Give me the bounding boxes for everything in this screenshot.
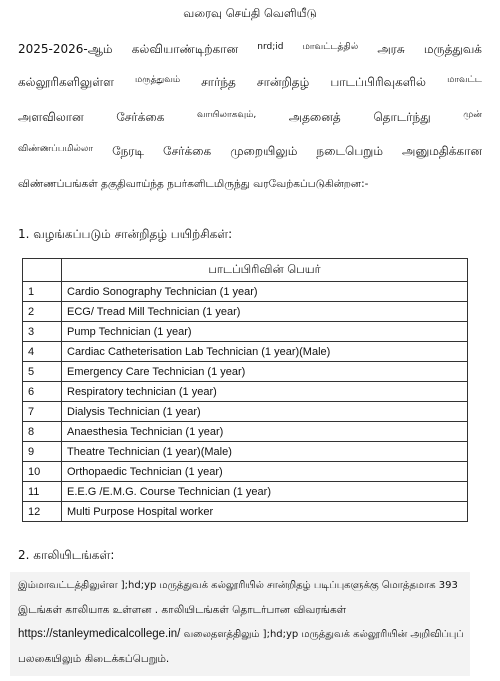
- course-name: Emergency Care Technician (1 year): [62, 362, 468, 382]
- course-name: ECG/ Tread Mill Technician (1 year): [62, 302, 468, 322]
- table-row: [23, 382, 468, 402]
- intro-word: nrd;id: [257, 42, 284, 52]
- course-name: Theatre Technician (1 year)(Male): [62, 442, 468, 462]
- vacancy-line-4: பலகையிலும் கிடைக்கப்பெறும்.: [18, 653, 170, 665]
- course-name: Pump Technician (1 year): [62, 322, 468, 342]
- intro-word: கல்லூரிகளிலுள்ள: [18, 75, 114, 89]
- courses-table: [22, 258, 468, 522]
- course-name: Anaesthesia Technician (1 year): [62, 422, 468, 442]
- table-row: [23, 422, 468, 442]
- intro-word: சேர்க்கை: [116, 110, 165, 124]
- course-number: 3: [23, 322, 62, 342]
- course-name: Multi Purpose Hospital worker: [62, 502, 468, 522]
- intro-word: மருத்துவம்: [134, 75, 181, 85]
- intro-word: முறையிலும்: [230, 144, 298, 158]
- intro-word: வாயிலாகவும்,: [196, 110, 257, 120]
- course-name: Respiratory technician (1 year): [62, 382, 468, 402]
- intro-line-2: [18, 75, 482, 91]
- intro-line-5: விண்ணப்பங்கள் தகுதிவாய்ந்த நபர்களிடமிருந்து வரவேற்கப்படுகின்றன:-: [18, 178, 369, 190]
- intro-word: அதனைத்: [288, 110, 341, 124]
- vacancy-line-1: இம்மாவட்டத்திலுள்ள ];hd;yp மருத்துவக் கல்லூரியில் சான்றிதழ் படிப்புகளுக்கு மொத்தமாக 393: [18, 580, 458, 591]
- intro-word: மாவட்டத்தில்: [302, 42, 359, 52]
- table-row: [23, 462, 468, 482]
- table-row: [23, 362, 468, 382]
- table-row: [23, 322, 468, 342]
- course-name: Orthopaedic Technician (1 year): [62, 462, 468, 482]
- course-number: 11: [23, 482, 62, 502]
- table-row: [23, 502, 468, 522]
- intro-word: கல்வியாண்டிற்கான: [131, 42, 239, 56]
- section-1-heading: 1. வழங்கப்படும் சான்றிதழ் பயிற்சிகள்:: [18, 227, 233, 241]
- intro-word: முன்: [463, 110, 482, 120]
- course-name: Cardio Sonography Technician (1 year): [62, 282, 468, 302]
- intro-line-1: [18, 42, 482, 58]
- intro-word: விண்ணப்பமில்லா: [18, 144, 94, 154]
- intro-word: நேரடி: [112, 144, 145, 158]
- intro-word: பாடப்பிரிவுகளில்: [330, 75, 426, 89]
- course-number: 12: [23, 502, 62, 522]
- course-name: Cardiac Catheterisation Lab Technician (1 year)(Male): [62, 342, 468, 362]
- course-number: 9: [23, 442, 62, 462]
- course-number: 2: [23, 302, 62, 322]
- course-number: 5: [23, 362, 62, 382]
- table-row: [23, 402, 468, 422]
- table-row: [23, 482, 468, 502]
- course-number: 4: [23, 342, 62, 362]
- intro-word: சேர்க்கை: [163, 144, 212, 158]
- document-title: வரைவு செய்தி வெளியீடு: [183, 6, 317, 20]
- intro-word: சான்றிதழ்: [256, 75, 310, 89]
- vacancy-line-3-text: வலைதளத்திலும் ];hd;yp மருத்துவக் கல்லூரியின் அறிவிப்புப்: [183, 629, 464, 640]
- table-header-number: [23, 259, 62, 282]
- course-number: 7: [23, 402, 62, 422]
- table-header-course-name: பாடப்பிரிவின் பெயர்: [62, 259, 468, 282]
- intro-word: மருத்துவக்: [423, 42, 482, 56]
- intro-word: அரசு: [377, 42, 405, 56]
- intro-word: மாவட்ட: [447, 75, 482, 85]
- course-number: 6: [23, 382, 62, 402]
- intro-word: அனுமதிக்கான: [401, 144, 482, 158]
- intro-year: 2025-2026-ஆம்: [18, 42, 113, 56]
- section-2-heading: 2. காலியிடங்கள்:: [18, 548, 115, 562]
- course-name: E.E.G /E.M.G. Course Technician (1 year): [62, 482, 468, 502]
- intro-word: தொடர்ந்து: [373, 110, 431, 124]
- table-row: [23, 342, 468, 362]
- intro-line-4: [18, 144, 482, 160]
- intro-word: அளவிலான: [18, 110, 84, 124]
- course-number: 1: [23, 282, 62, 302]
- table-row: [23, 442, 468, 462]
- table-row: [23, 302, 468, 322]
- course-number: 8: [23, 422, 62, 442]
- course-number: 10: [23, 462, 62, 482]
- vacancy-line-2: இடங்கள் காலியாக உள்ளன . காலியிடங்கள் தொடர்பான விவரங்கள்: [18, 604, 347, 616]
- table-row: [23, 282, 468, 302]
- intro-word: சார்ந்த: [201, 75, 236, 89]
- table-header-row: [23, 259, 468, 282]
- course-name: Dialysis Technician (1 year): [62, 402, 468, 422]
- college-website-link[interactable]: https://stanleymedicalcollege.in/: [18, 628, 181, 640]
- intro-word: நடைபெறும்: [316, 144, 383, 158]
- vacancy-line-3: [18, 628, 470, 641]
- intro-line-3: [18, 110, 482, 126]
